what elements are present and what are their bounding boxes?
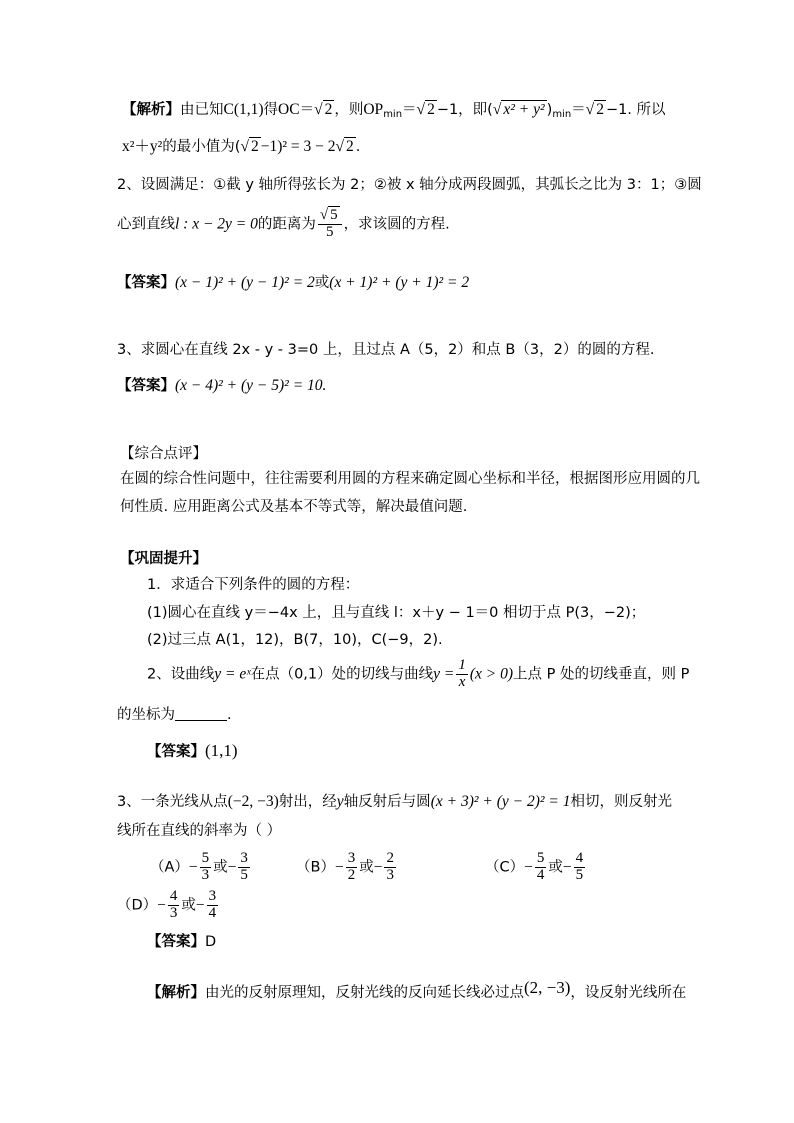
review-line-2: 何性质. 应用距离公式及基本不等式等，解决最值问题. (120, 499, 468, 515)
fraction-sqrt5-over-5: $\frac{√ 5}{5}$ (318, 208, 342, 241)
consolidate-q2-line-2: 的坐标为 . (117, 707, 232, 723)
option-D: （D）− $\frac{4}{3}$ 或− $\frac{3}{4}$ (117, 888, 217, 921)
option-C: （C）− $\frac{5}{4}$ 或− $\frac{4}{5}$ (485, 850, 584, 883)
option-B: （B）− $\frac{3}{2}$ 或− $\frac{2}{3}$ (296, 850, 394, 883)
question-3: 3、求圆心在直线 2x - y - 3=0 上，且过点 A（5，2）和点 B（3，2）的圆的方程. (117, 342, 655, 358)
question-2-line-2: 心到直线l : x − 2y = 0的距离为 $\frac{√ 5}{5}$ ，求该圆的方程. (117, 207, 450, 240)
option-A: （A）− $\frac{5}{3}$ 或− $\frac{3}{5}$ (150, 850, 248, 883)
consolidate-answer-2: 【答案】(1,1) (147, 741, 238, 760)
answer-blank (175, 706, 227, 721)
analysis-line-2: x²＋y²的最小值为(√ 2 −1)² = 3 − 2√ 2 . (122, 138, 361, 155)
answer-2: 【答案】(x − 1)² + (y − 1)² = 2或(x + 1)² + (y + 1)² = 2 (117, 274, 470, 291)
consolidate-q3-line-1: 3、一条光线从点(−2, −3)射出，经y轴反射后与圆(x + 3)² + (y − 2)² = 1相切，则反射光 (117, 793, 672, 810)
review-title: 【综合点评】 (120, 446, 207, 462)
fraction-1-over-x: $\frac{1}{x}$ (458, 657, 466, 690)
consolidate-answer-3: 【答案】D (147, 934, 217, 950)
consolidate-q1b: (2)过三点 A(1，12)，B(7，10)，C(−9，2). (147, 632, 443, 648)
consolidate-q2-line-1: 2、设曲线y = eˣ在点（0,1）处的切线与曲线y = $\frac{1}{x}$ (x > 0)上点 P 处的切线垂直，则 P (147, 657, 690, 690)
analysis-line-1: 【解析】由已知C(1,1)得OC＝√ 2 ，则$OP_{min}=√$ 2 −1，即(√ x² + y² )$_{min}=√$ 2 −1. 所以 (122, 101, 666, 120)
consolidate-q3-line-2: 线所在直线的斜率为（ ） (117, 823, 282, 839)
consolidate-q1a: (1)圆心在直线 y＝−4x 上，且与直线 l：x＋y − 1＝0 相切于点 P(3，−2)； (147, 605, 646, 621)
consolidate-analysis-3: 【解析】由光的反射原理知，反射光线的反向延长线必过点(2, −3)，设反射光线所在 (147, 978, 687, 1001)
analysis-tag: 【解析】 (122, 102, 180, 118)
answer-3: 【答案】(x − 4)² + (y − 5)² = 10. (117, 377, 327, 394)
consolidate-title: 【巩固提升】 (120, 551, 207, 567)
review-line-1: 在圆的综合性问题中，往往需要利用圆的方程来确定圆心坐标和半径，根据图形应用圆的几 (120, 471, 700, 487)
question-2-line-1: 2、设圆满足：①截 y 轴所得弦长为 2；②被 x 轴分成两段圆弧，其弧长之比为 3：1；③圆 (117, 177, 702, 193)
consolidate-q1: 1．求适合下列条件的圆的方程： (147, 577, 360, 593)
